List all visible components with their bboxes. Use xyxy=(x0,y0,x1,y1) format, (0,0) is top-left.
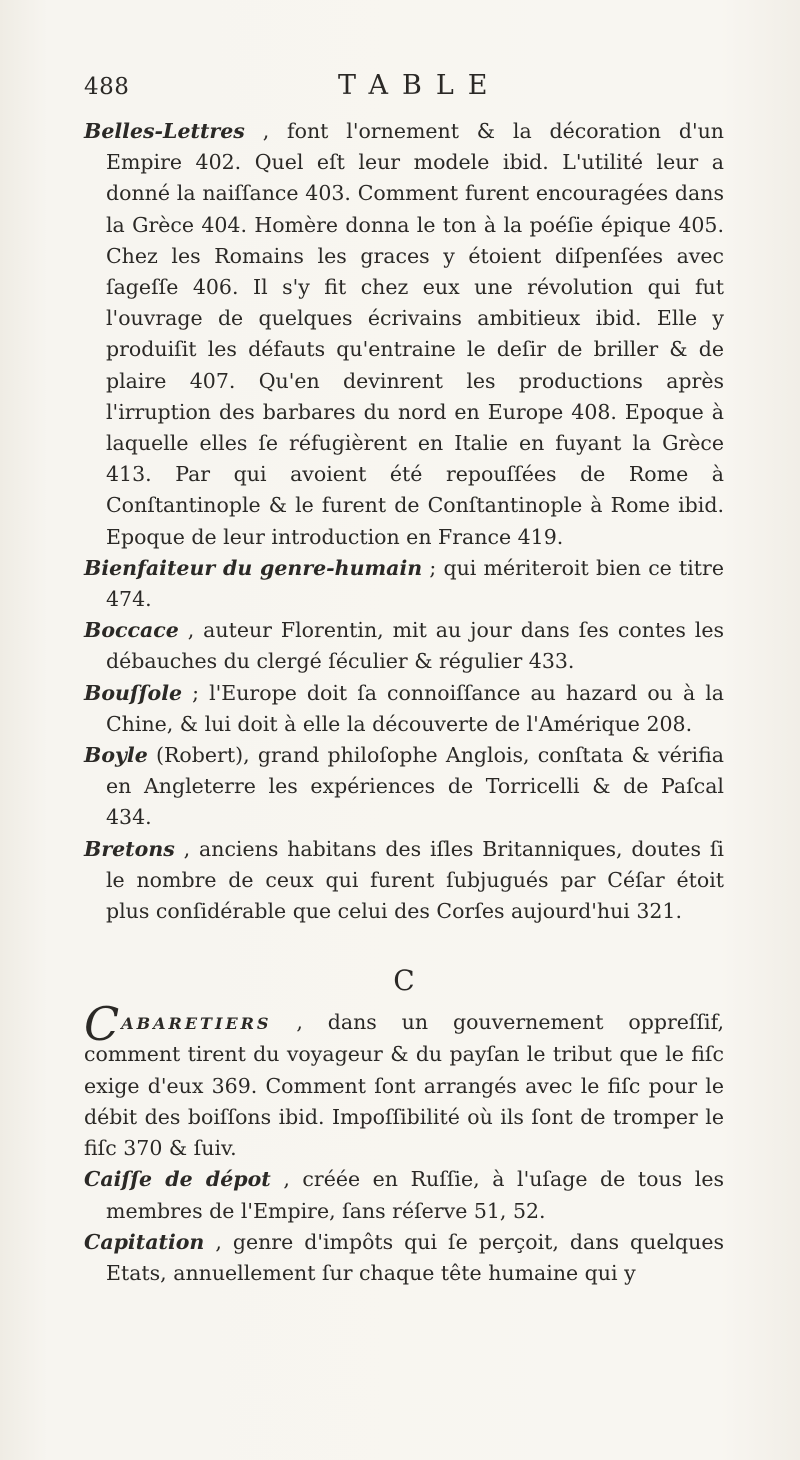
index-entry-capitation xyxy=(84,1227,724,1289)
index-entry-bretons xyxy=(84,834,724,928)
drop-cap: C xyxy=(84,997,120,1052)
entry-head: Caiſſe de dépot xyxy=(84,1167,271,1192)
letter-heading-c: C xyxy=(393,964,415,998)
entry-text: (Robert), grand philoſophe Anglois, conſtata & vérifia en Angleterre les expériences de Torricelli & de Paſcal 434. xyxy=(106,743,724,830)
index-entry-caisse-de-depot xyxy=(84,1164,724,1226)
index-entry-bienfaiteur xyxy=(84,553,724,615)
entry-head: Bouſſole xyxy=(84,680,183,705)
running-title: TABLE xyxy=(338,70,502,101)
index-content xyxy=(84,116,724,1289)
entry-text: ; qui mériteroit bien ce titre 474. xyxy=(106,555,724,612)
index-entry-boccace xyxy=(84,615,724,677)
entry-text: , font l'ornement & la décoration d'un Empire 402. Quel eſt leur modele ibid. L'utilité leur a donné la naiſſance 403. Comment furent encouragées dans la Grèce 404. Homère donna le ton à la poéſie épique 405. Chez les Romains les graces y étoient diſpenſées avec ſageſſe 406. Il s'y fit chez eux une révolution qui fut l'ouvrage de quelques écrivains ambitieux ibid. Elle y produiſit les défauts qu'entraine le deſir de briller & de plaire 407. Qu'en devinrent les productions après l'irruption des barbares du nord en Europe 408. Epoque à laquelle elles ſe réfugièrent en Italie en fuyant la Grèce 413. Par qui avoient été repouſſées de Rome à Conſtantinople & le furent de Conſtantinople à Rome ibid. Epoque de leur introduction en France 419. xyxy=(106,119,724,549)
entry-head: Boyle xyxy=(84,743,148,768)
page-number: 488 xyxy=(84,74,130,100)
entry-text: , anciens habitans des iſles Britanniques, doutes ſi le nombre de ceux qui furent ſubjugués par Céſar étoit plus conſidérable que celui des Corſes aujourd'hui 321. xyxy=(106,836,724,924)
index-entry-boyle xyxy=(84,740,724,834)
entry-text: ; l'Europe doit ſa connoiſſance au hazard ou à la Chine, & lui doit à elle la découverte de l'Amérique 208. xyxy=(106,680,724,736)
index-entry-belles-lettres xyxy=(84,116,724,553)
entry-head: Capitation xyxy=(84,1229,205,1254)
index-entry-cabaretiers xyxy=(84,997,724,1164)
page-header xyxy=(84,66,724,106)
entry-text: , genre d'impôts qui ſe perçoit, dans quelques Etats, annuellement ſur chaque tête humaine qui y xyxy=(106,1229,724,1285)
entry-text: , dans un gouvernement oppreſſif, comment tirent du voyageur & du payſan le tribut que le fiſc exige d'eux 369. Comment ſont arrangés avec le fiſc pour le débit des boiſſons ibid. Impoſſibilité où ils ſont de tromper le fiſc 370 & ſuiv. xyxy=(84,1010,724,1161)
index-entry-boussole xyxy=(84,678,724,740)
entry-text: , auteur Florentin, mit au jour dans ſes contes les débauches du clergé ſéculier & régulier 433. xyxy=(106,618,724,674)
entry-head: Belles-Lettres xyxy=(84,119,245,143)
entry-text: , créée en Ruſſie, à l'uſage de tous les membres de l'Empire, ſans réſerve 51, 52. xyxy=(106,1167,724,1223)
entry-head: Bretons xyxy=(84,836,175,861)
entry-head: Bienfaiteur du genre-humain xyxy=(84,555,423,580)
entry-head: Boccace xyxy=(84,618,179,643)
entry-head: ABARETIERS xyxy=(121,1014,272,1034)
